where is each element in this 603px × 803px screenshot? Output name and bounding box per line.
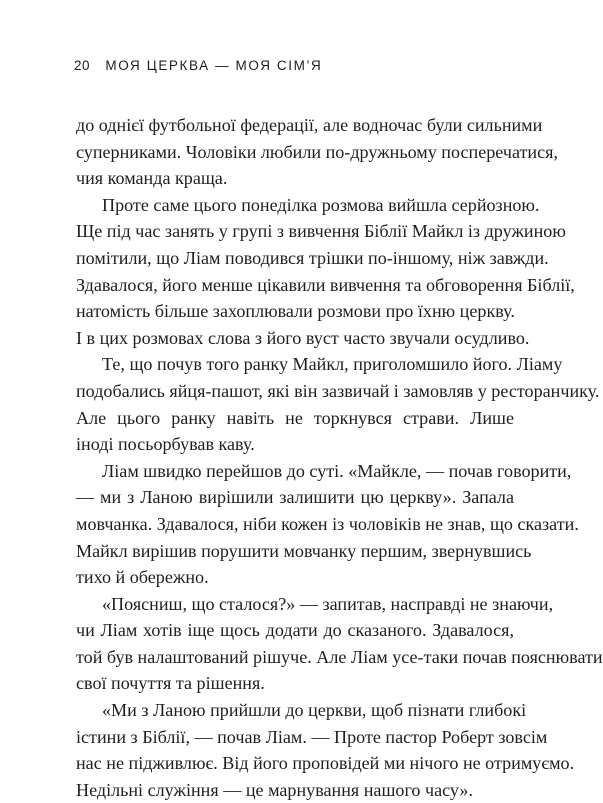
text-line: чи Ліам хотів іще щось додати до сказаного. Здавалося, (76, 620, 514, 641)
text-line: помітили, що Ліам поводився трішки по-іншому, ніж завжди. (76, 247, 549, 268)
page-number: 20 (74, 58, 91, 73)
text-line: істини з Біблії, — почав Ліам. — Проте пастор Роберт зовсім (76, 726, 548, 747)
paragraph (76, 458, 579, 591)
text-line: подобались яйця-пашот, які він зазвичай і замовляв у ресторанчику. (76, 380, 600, 401)
text-line: той був налаштований рішуче. Але Ліам усе-таки почав пояснювати (76, 646, 603, 667)
text-line: іноді посьорбував каву. (76, 434, 255, 455)
text-line: суперниками. Чоловіки любили по-дружньому посперечатися, (76, 141, 558, 162)
text-line: «Поясниш, що сталося?» — запитав, насправді не знаючи, (102, 593, 554, 614)
text-line: нас не підживлює. Від його проповідей ми нічого не отримуємо. (76, 753, 575, 774)
text-line: — ми з Ланою вирішили залишити цю церкву». Запала (76, 487, 514, 508)
text-line: І в цих розмовах слова з його вуст часто звучали осудливо. (76, 327, 530, 348)
text-line: тихо й обережно. (76, 567, 209, 588)
text-line: «Ми з Ланою прийшли до церкви, щоб пізнати глибокі (102, 700, 527, 721)
paragraph (76, 351, 600, 457)
text-line: натомість більше захоплювали розмови про їхню церкву. (76, 301, 515, 322)
text-line: Те, що почув того ранку Майкл, приголомшило його. Ліаму (102, 354, 563, 375)
paragraph (76, 697, 575, 803)
text-line: Недільні служіння — це марнування нашого часу». (76, 779, 473, 800)
text-line: Здавалося, його менше цікавили вивчення та обговорення Біблії, (76, 274, 575, 295)
paragraph (76, 591, 603, 697)
text-line: Ще під час занять у групі з вивчення Біблії Майкл із дружиною (76, 221, 566, 242)
paragraph (76, 192, 575, 352)
text-line: Ліам швидко перейшов до суті. «Майкле, — почав говорити, (102, 460, 572, 481)
text-line: свої почуття та рішення. (76, 673, 265, 694)
text-line: до однієї футбольної федерації, але водночас були сильними (76, 115, 543, 135)
paragraph (76, 112, 558, 192)
text-line: чия команда краща. (76, 168, 228, 189)
text-line: Проте саме цього понеділка розмова вийшла серйозною. (102, 194, 540, 215)
text-line: Але цього ранку навіть не торкнувся страви. Лише (76, 407, 514, 428)
running-title: МОЯ ЦЕРКВА — МОЯ СІМ’Я (105, 58, 323, 73)
body-text (76, 112, 603, 803)
running-head (74, 58, 322, 73)
text-line: Майкл вирішив порушити мовчанку першим, звернувшись (76, 540, 532, 561)
text-line: мовчанка. Здавалося, ніби кожен із чоловіків не знав, що сказати. (76, 513, 579, 534)
